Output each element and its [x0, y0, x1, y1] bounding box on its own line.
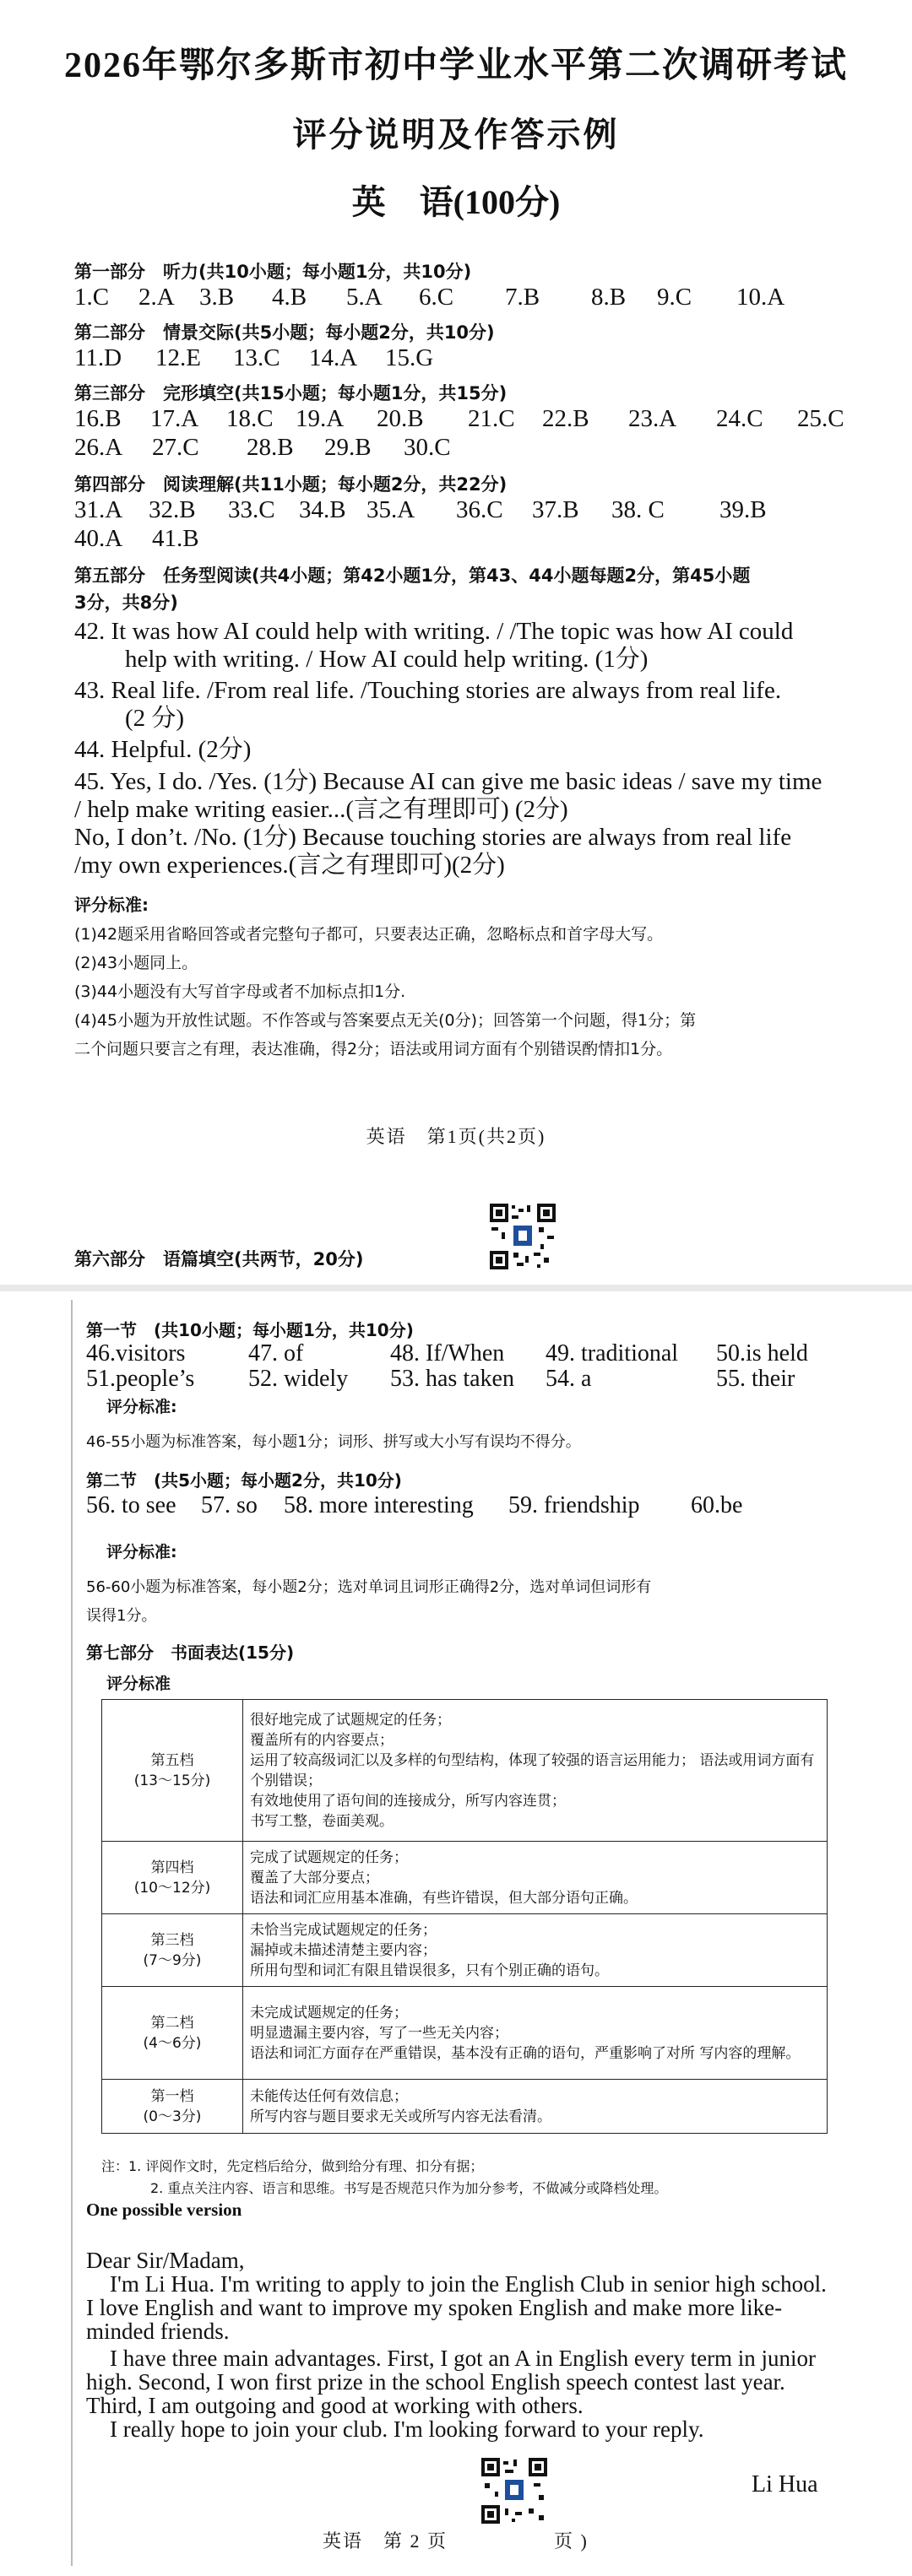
answer-item: 34.B — [299, 496, 346, 523]
answer-item: 4.B — [272, 284, 307, 311]
answer-item: 50.is held — [716, 1340, 808, 1366]
answer-item: 11.D — [74, 344, 122, 371]
answer-item: 58. more interesting — [284, 1492, 474, 1518]
table-row — [102, 1700, 828, 1842]
answer-item: 30.C — [404, 434, 451, 461]
part4-heading: 第四部分 阅读理解(共11小题；每小题2分，共22分) — [74, 474, 508, 495]
answer-item: 18.C — [226, 405, 274, 432]
answer-item: 54. a — [546, 1366, 592, 1392]
rubric-description: 未能传达任何有效信息； 所写内容与题目要求无关或所写内容无法看清。 — [243, 2080, 828, 2134]
page-footer: 英语 第 2 页 — [323, 2530, 448, 2552]
writing-rubric-table — [101, 1699, 828, 2134]
rubric-description: 完成了试题规定的任务； 覆盖了大部分要点； 语法和词汇应用基本准确，有些许错误，但大部分语句正确。 — [243, 1842, 828, 1914]
answer-item: 22.B — [542, 405, 589, 432]
answer-sheet-page-1 — [0, 0, 912, 1285]
answer-item: 19.A — [296, 405, 345, 432]
section2-criteria: 56-60小题为标准答案，每小题2分；选对单词且词形正确得2分，选对单词但词形有 误得1分。 — [86, 1578, 652, 1625]
rubric-level: 第五档 (13～15分) — [102, 1700, 243, 1842]
rubric-level: 第二档 (4～6分) — [102, 1987, 243, 2080]
answer-item: 17.A — [150, 405, 199, 432]
sample-letter — [86, 2249, 829, 2441]
answer-item: 26.A — [74, 434, 123, 461]
part5-heading: 第五部分 任务型阅读(共4小题；第42小题1分，第43、44小题每题2分，第45小题 — [74, 566, 751, 586]
answer-item: 10.A — [736, 284, 785, 311]
answer-q42: 42. It was how AI could help with writing. / /The topic was how AI could help with writing. / How AI could help writing. (1分) — [74, 618, 794, 673]
part3-heading: 第三部分 完形填空(共15小题；每小题1分，共15分) — [74, 383, 508, 403]
answer-item: 59. friendship — [508, 1492, 640, 1518]
part6-section2-heading: 第二节 (共5小题；每小题2分，共10分) — [86, 1470, 402, 1491]
answer-item: 9.C — [657, 284, 692, 311]
answer-item: 33.C — [228, 496, 275, 523]
answer-item: 5.A — [346, 284, 383, 311]
answer-item: 60.be — [691, 1492, 743, 1518]
answer-item: 28.B — [247, 434, 294, 461]
part1-heading: 第一部分 听力(共10小题；每小题1分，共10分) — [74, 262, 472, 282]
qr-code-icon — [488, 1202, 557, 1271]
answer-item: 52. widely — [248, 1366, 349, 1392]
answer-q45: 45. Yes, I do. /Yes. (1分) Because AI can give me basic ideas / save my time / help make writing easier...(言之有理即可) (2分) No, I don’t. /No. (1分) Because touching stories are always from real life /my own experiences.(言之有理即可)(2分) — [74, 768, 822, 879]
rubric-description: 未恰当完成试题规定的任务； 漏掉或未描述清楚主要内容； 所用句型和词汇有限且错误很多，只有个别正确的语句。 — [243, 1914, 828, 1987]
answer-item: 32.B — [149, 496, 196, 523]
letter-paragraph: I really hope to join your club. I'm looking forward to your reply. — [110, 2416, 704, 2442]
answer-item: 51.people’s — [86, 1366, 195, 1392]
rubric-note-1: 注：1. 评阅作文时，先定档后给分，做到给分有理、扣分有据； — [101, 2158, 484, 2174]
answer-item: 1.C — [74, 284, 110, 311]
table-row — [102, 1987, 828, 2080]
section1-criteria: 46-55小题为标准答案，每小题1分；词形、拼写或大小写有误均不得分。 — [86, 1433, 581, 1451]
rubric-level: 第四档 (10～12分) — [102, 1842, 243, 1914]
part6-section1-heading: 第一节 (共10小题；每小题1分，共10分) — [86, 1320, 414, 1340]
answer-item: 13.C — [233, 344, 280, 371]
criteria-title: 评分标准: — [106, 1543, 177, 1561]
table-row — [102, 1842, 828, 1914]
answer-item: 41.B — [152, 525, 199, 552]
letter-paragraph: I have three main advantages. First, I got an A in English every term in junior high. Second, I won first prize in the school English speech contest last year. Third, I am outgoing and good at working with others. — [86, 2346, 817, 2418]
table-row — [102, 1914, 828, 1987]
answer-q44: 44. Helpful. (2分) — [74, 736, 252, 763]
answer-item: 12.E — [155, 344, 201, 371]
answer-item: 39.B — [719, 496, 767, 523]
answer-item: 55. their — [716, 1366, 795, 1392]
rubric-description: 未完成试题规定的任务； 明显遗漏主要内容，写了一些无关内容； 语法和词汇方面存在严重错误，基本没有正确的语句，严重影响了对所 写内容的理解。 — [243, 1987, 828, 2080]
answer-item: 3.B — [199, 284, 235, 311]
answer-item: 57. so — [201, 1492, 258, 1518]
answer-item: 36.C — [456, 496, 503, 523]
answer-item: 31.A — [74, 496, 123, 523]
answer-item: 56. to see — [86, 1492, 176, 1518]
qr-code-icon — [480, 2456, 549, 2525]
rubric-note-2: 2. 重点关注内容、语言和思维。书写是否规范只作为加分参考，不做减分或降档处理。 — [150, 2180, 668, 2196]
answer-item: 38. C — [611, 496, 665, 523]
answer-item: 8.B — [591, 284, 627, 311]
answer-item: 14.A — [309, 344, 358, 371]
answer-item: 6.C — [419, 284, 454, 311]
rubric-title: 评分标准 — [106, 1675, 171, 1693]
sample-essay-title: One possible version — [86, 2200, 242, 2220]
page-footer-end: 页 ) — [554, 2530, 589, 2552]
answer-item: 27.C — [152, 434, 199, 461]
exam-title: 2026年鄂尔多斯市初中学业水平第二次调研考试 — [63, 46, 848, 85]
answer-item: 24.C — [716, 405, 763, 432]
answer-item: 25.C — [797, 405, 844, 432]
answer-item: 53. has taken — [390, 1366, 514, 1392]
answer-item: 46.visitors — [86, 1340, 186, 1366]
part5-heading-cont: 3分，共8分) — [74, 593, 178, 613]
scoring-criteria: (1)42题采用省略回答或者完整句子都可，只要表达正确，忽略标点和首字母大写。 (2)43小题同上。 (3)44小题没有大写首字母或者不加标点扣1分. (4)45小题为开放性试题。不作答或与答案要点无关(0分)；回答第一个问题，得1分；第 二个问题只要言之有理，表达准确，得2分；语法或用词方面有个别错误酌情扣1分。 — [74, 925, 697, 1058]
table-row — [102, 2080, 828, 2134]
rubric-level: 第一档 (0～3分) — [102, 2080, 243, 2134]
criteria-title: 评分标准: — [74, 895, 149, 915]
answer-item: 47. of — [248, 1340, 304, 1366]
answer-item: 7.B — [505, 284, 540, 311]
rubric-level: 第三档 (7～9分) — [102, 1914, 243, 1987]
letter-signature: Li Hua — [752, 2471, 818, 2498]
answer-item: 16.B — [74, 405, 122, 432]
part2-heading: 第二部分 情景交际(共5小题；每小题2分，共10分) — [74, 322, 495, 343]
part6-heading: 第六部分 语篇填空(共两节，20分) — [74, 1249, 364, 1269]
subject-title: 英 语(100分) — [351, 183, 561, 221]
page-footer: 英语 第1页(共2页) — [366, 1126, 546, 1147]
letter-salutation: Dear Sir/Madam, — [86, 2248, 245, 2273]
answer-item: 20.B — [377, 405, 424, 432]
answer-item: 21.C — [468, 405, 515, 432]
criteria-title: 评分标准: — [106, 1398, 177, 1416]
answer-q43: 43. Real life. /From real life. /Touching stories are always from real life. (2 分) — [74, 677, 782, 732]
answer-item: 35.A — [366, 496, 415, 523]
answer-item: 37.B — [532, 496, 579, 523]
answer-item: 40.A — [74, 525, 123, 552]
answer-item: 49. traditional — [546, 1340, 679, 1366]
answer-item: 15.G — [385, 344, 434, 371]
exam-subtitle: 评分说明及作答示例 — [292, 116, 620, 154]
answer-item: 29.B — [324, 434, 372, 461]
answer-item: 2.A — [138, 284, 175, 311]
answer-item: 48. If/When — [390, 1340, 505, 1366]
part7-heading: 第七部分 书面表达(15分) — [86, 1642, 295, 1663]
letter-paragraph: I'm Li Hua. I'm writing to apply to join the English Club in senior high school. I love English and want to improve my spoken English and make more like-minded friends. — [86, 2271, 827, 2344]
page-divider — [0, 1285, 912, 1291]
answer-item: 23.A — [628, 405, 677, 432]
rubric-description: 很好地完成了试题规定的任务； 覆盖所有的内容要点； 运用了较高级词汇以及多样的句型结构，体现了较强的语言运用能力； 语法或用词方面有个别错误； 有效地使用了语句间的连接成分，所写内容连贯； 书写工整，卷面美观。 — [243, 1700, 828, 1842]
